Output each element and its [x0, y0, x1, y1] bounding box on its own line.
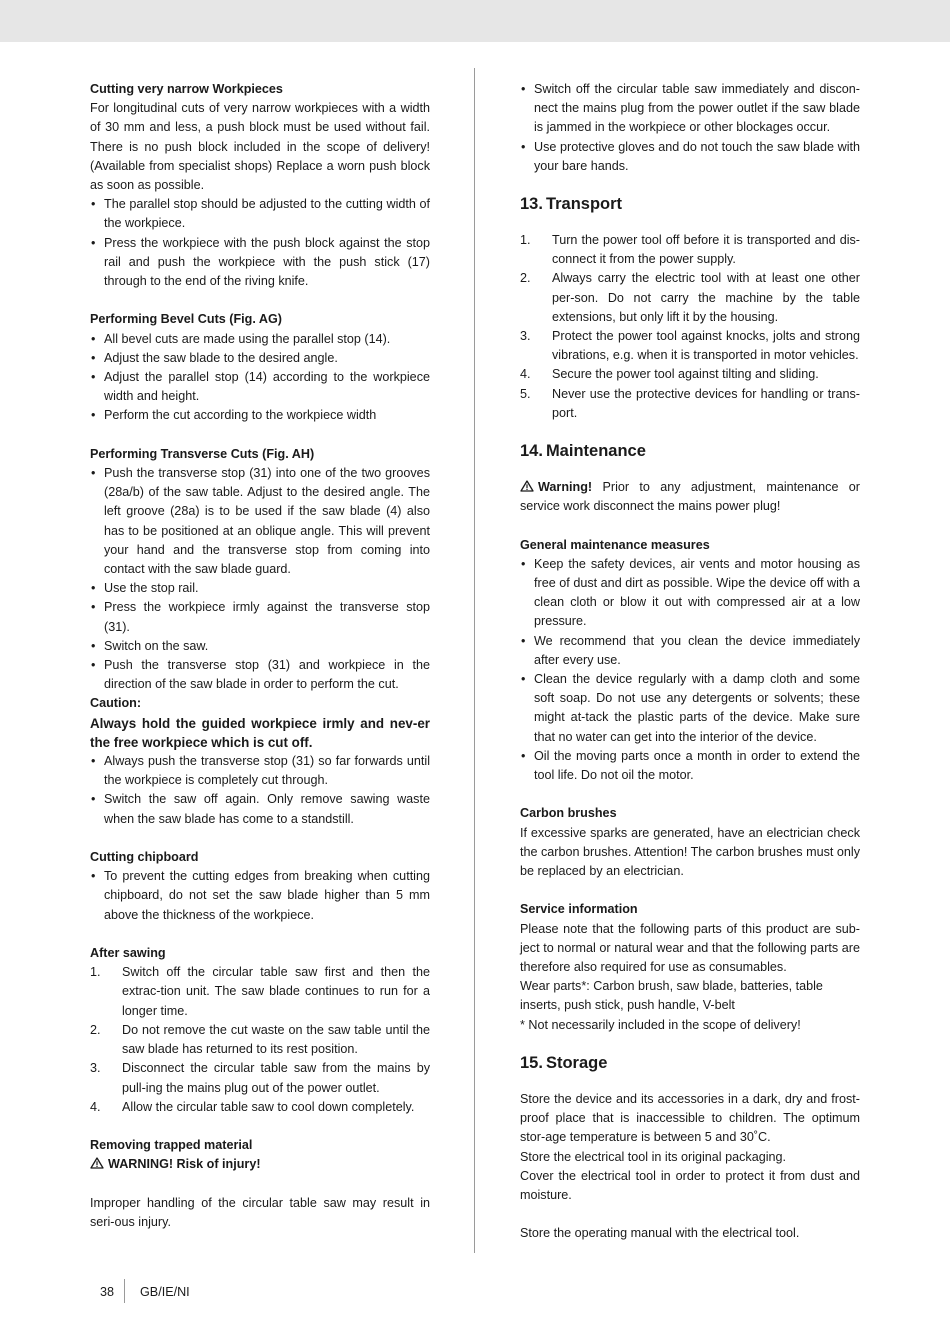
injury-warning: WARNING! Risk of injury! — [90, 1155, 430, 1174]
transverse-bullets-2 — [90, 752, 430, 829]
list-item: • Keep the safety devices, air vents and motor housing as free of dust and dirt as possible. Wipe the device off with a clean cloth or blow it out with compressed air at a low pressure. — [520, 555, 860, 632]
storage-p2: Store the electrical tool in its original packaging. — [520, 1149, 787, 1164]
heading-service-information: Service information — [520, 902, 638, 917]
list-item: 1. Switch off the circular table saw first and then the extrac-tion unit. The saw blade continues to run for a longer time. — [90, 965, 430, 1018]
footer-divider — [124, 1279, 125, 1303]
section-title-transport: 13. Transport — [520, 195, 623, 214]
warning-triangle-icon — [520, 480, 534, 492]
storage-p1: Store the device and its accessories in a dark, dry and frost-proof place that is inaccessible to children. The optimum stor-age temperature is between 5 and 30˚C. — [520, 1091, 860, 1145]
footnote: * Not necessarily included in the scope of delivery! — [520, 1017, 801, 1032]
column-divider — [474, 68, 475, 1253]
list-item: 3. Disconnect the circular table saw from the mains by pull-ing the mains plug out of the power outlet. — [90, 1061, 430, 1095]
caution-text: Always hold the guided workpiece irmly and nev-er the free workpiece which is cut off. — [90, 715, 430, 750]
left-column — [90, 80, 430, 1232]
heading-narrow-workpieces: Cutting very narrow Workpieces — [90, 82, 283, 96]
list-item: • Oil the moving parts once a month in order to extend the tool life. Do not oil the motor. — [520, 747, 860, 785]
transverse-bullets — [90, 464, 430, 694]
list-item: 3. Protect the power tool against knocks, jolts and strong vibrations, e.g. when it is transported in motor vehicles. — [520, 329, 860, 363]
maintenance-warning: Warning! Prior to any adjustment, maintenance or service work disconnect the mains power plug! — [520, 480, 861, 514]
list-item: 5. Never use the protective devices for handling or trans-port. — [520, 386, 860, 420]
heading-transverse-cuts: Performing Transverse Cuts (Fig. AH) — [90, 446, 315, 461]
list-item: 1. Turn the power tool off before it is transported and dis-connect it from the power supply. — [520, 233, 860, 267]
narrow-bullets — [90, 195, 430, 291]
list-item: 2. Always carry the electric tool with at least one other per-son. Do not carry the machine by the table extensions, but only lift it by the housing. — [520, 271, 860, 324]
heading-carbon-brushes: Carbon brushes — [520, 806, 617, 821]
list-item: • To prevent the cutting edges from breaking when cutting chipboard, do not set the saw blade higher than 5 mm above the thickness of the workpiece. — [90, 867, 430, 925]
list-item: • The parallel stop should be adjusted to the cutting width of the workpiece. — [90, 195, 430, 233]
carbon-text: If excessive sparks are generated, have an electrician check the carbon brushes. Attention! The carbon brushes must only be replaced by an electrician. — [520, 825, 861, 879]
storage-p4: Store the operating manual with the electrical tool. — [520, 1226, 800, 1241]
list-item: • We recommend that you clean the device immediately after every use. — [520, 632, 860, 670]
warning-triangle-icon — [90, 1157, 104, 1169]
list-item: • Perform the cut according to the workpiece width — [90, 406, 430, 425]
list-item: • Press the workpiece with the push block against the stop rail and push the workpiece with the push stick (17) through to the end of the riving knife. — [90, 234, 430, 292]
list-item: • Clean the device regularly with a damp cloth and some soft soap. Do not use any detergents or solvents; these might at-tack the plastic parts of the device. Make sure that no water can get into the interior of the device. — [520, 670, 860, 747]
header-band — [0, 0, 950, 42]
list-item: • Always push the transverse stop (31) so far forwards until the workpiece is completely cut through. — [90, 752, 430, 790]
caution-label: Caution: — [90, 696, 142, 711]
section-title-storage: 15. Storage — [520, 1053, 608, 1072]
wear-parts: Wear parts*: Carbon brush, saw blade, batteries, table inserts, push stick, push handle, V-belt — [520, 979, 823, 1013]
list-item: 4. Allow the circular table saw to cool down completely. — [90, 1099, 415, 1114]
page-number: 38 — [100, 1285, 115, 1299]
list-item: • Use the stop rail. — [90, 579, 430, 598]
bevel-bullets — [90, 330, 430, 426]
list-item: • Switch the saw off again. Only remove sawing waste when the saw blade has come to a standstill. — [90, 790, 430, 828]
trapped-text: Improper handling of the circular table saw may result in seri-ous injury. — [90, 1195, 430, 1229]
list-item: • Adjust the parallel stop (14) according to the workpiece width and height. — [90, 368, 430, 406]
heading-after-sawing: After sawing — [90, 946, 166, 961]
list-item: • Adjust the saw blade to the desired angle. — [90, 349, 430, 368]
heading-cutting-chipboard: Cutting chipboard — [90, 850, 199, 865]
list-item: • Push the transverse stop (31) and workpiece in the direction of the saw blade in order to perform the cut. — [90, 656, 430, 694]
list-item: 2. Do not remove the cut waste on the saw table until the saw blade has returned to its rest position. — [90, 1022, 430, 1057]
section-title-maintenance: 14. Maintenance — [520, 442, 646, 461]
list-item: 4. Secure the power tool against tilting and sliding. — [520, 367, 819, 382]
heading-bevel-cuts: Performing Bevel Cuts (Fig. AG) — [90, 312, 282, 327]
list-item: • Use protective gloves and do not touch the saw blade with your bare hands. — [520, 138, 860, 176]
list-item: • Switch on the saw. — [90, 637, 430, 656]
list-item: • Switch off the circular table saw immediately and discon-nect the mains plug from the power outlet if the saw blade is jammed in the workpiece or other blockages occur. — [520, 80, 860, 138]
heading-general-maintenance: General maintenance measures — [520, 537, 710, 552]
right-column — [520, 80, 860, 1244]
transport-list — [520, 231, 860, 423]
storage-p3: Cover the electrical tool in order to protect it from dust and moisture. — [520, 1168, 860, 1202]
after-sawing-list — [90, 963, 430, 1117]
top-bullets — [520, 80, 860, 176]
maintenance-bullets — [520, 555, 860, 785]
list-item: • All bevel cuts are made using the parallel stop (14). — [90, 330, 430, 349]
list-item: • Push the transverse stop (31) into one of the two grooves (28a/b) of the saw table. Adjust to the desired angle. The left groove (28a) is to be used if the saw blade (4) also has to be positioned at an oblique angle. This will prevent your hand and the transverse stop from coming into contact with the saw blade guard. — [90, 464, 430, 579]
list-item: • Press the workpiece irmly against the transverse stop (31). — [90, 598, 430, 636]
service-text: Please note that the following parts of this product are sub-ject to normal or natural wear and that the following parts are therefore also required for use as consumables. — [520, 921, 860, 975]
narrow-intro: For longitudinal cuts of very narrow workpieces with a width of 30 mm and less, a push block must be used without fail. There is no push block included in the scope of delivery! (Available from specialist shops) Replace a worn push block as soon as possible. — [90, 101, 430, 193]
language-code: GB/IE/NI — [140, 1285, 190, 1299]
heading-removing-trapped-material: Removing trapped material — [90, 1138, 253, 1153]
chipboard-bullets — [90, 867, 430, 925]
